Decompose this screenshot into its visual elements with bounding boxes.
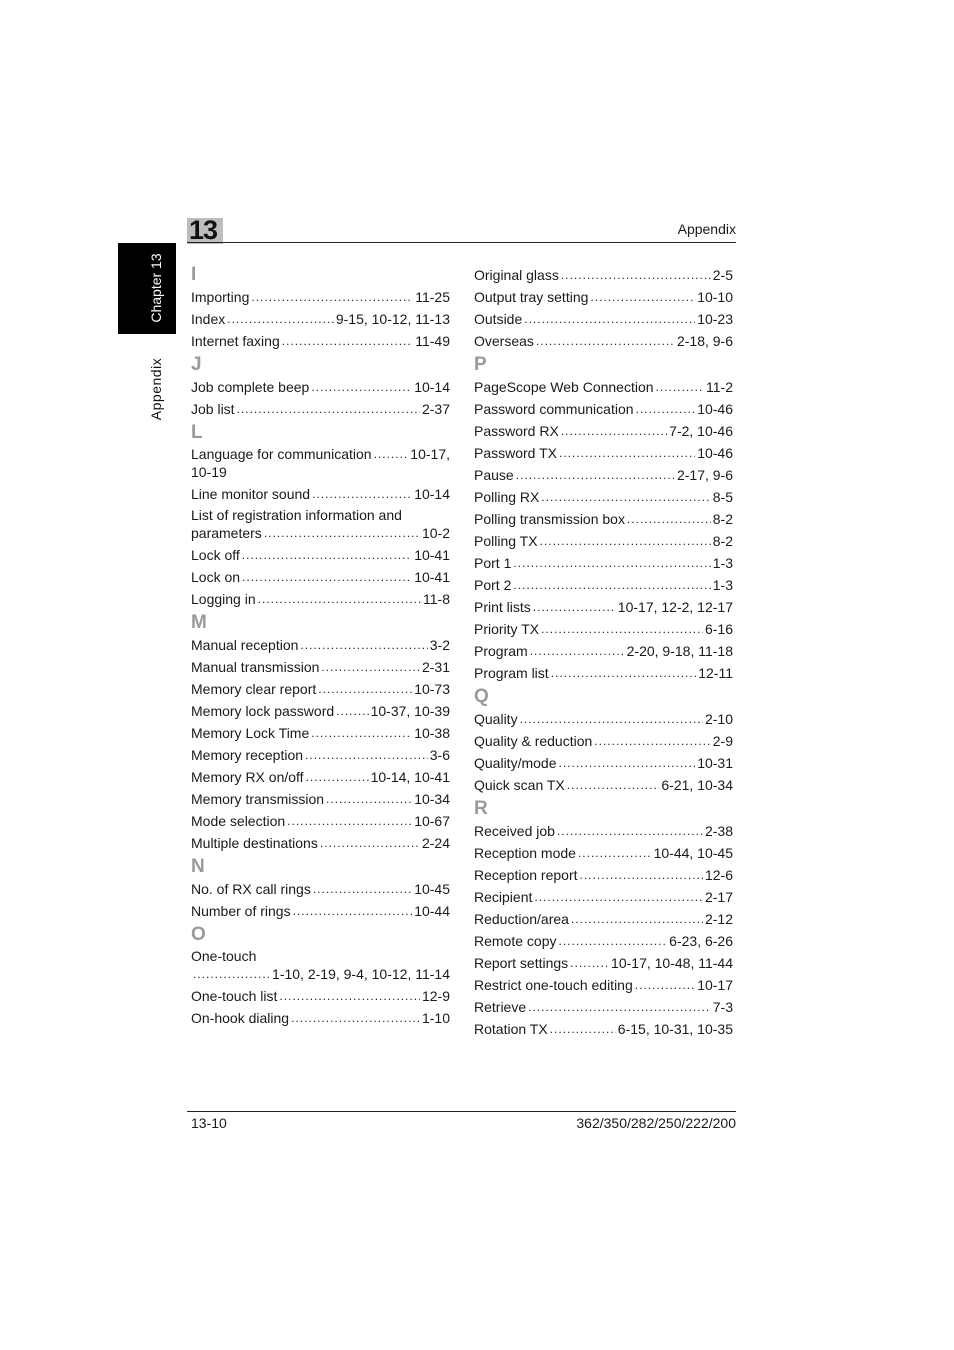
dot-leader: [300, 634, 427, 656]
entry-pages: 6-15, 10-31, 10-35: [617, 1021, 733, 1037]
index-entry: [191, 722, 450, 744]
entry-pages: 10-14, 10-41: [370, 769, 450, 785]
index-column-right: [474, 264, 733, 1040]
dot-leader: [530, 640, 625, 662]
entry-term: Memory lock password: [191, 703, 335, 719]
entry-pages: 7-3: [712, 999, 733, 1015]
index-entry: [191, 376, 450, 398]
entry-term: Password TX: [474, 445, 557, 461]
entry-pages: 12-9: [421, 988, 450, 1004]
entry-pages: 2-31: [421, 659, 450, 675]
entry-term: Polling RX: [474, 489, 540, 505]
index-entry: [474, 708, 733, 730]
index-entry: [474, 330, 733, 352]
index-entry: [474, 864, 733, 886]
entry-pages: 6-16: [704, 621, 733, 637]
index-entry: [474, 774, 733, 796]
entry-pages: 10-44: [414, 903, 450, 919]
index-entry: [474, 952, 733, 974]
dot-leader: [306, 766, 369, 788]
entry-term: Password RX: [474, 423, 559, 439]
dot-leader: [264, 525, 420, 543]
section-letter: I: [191, 264, 197, 285]
dot-leader: [590, 286, 695, 308]
dot-leader: [558, 930, 667, 952]
dot-leader: [656, 376, 704, 398]
index-entry: [474, 662, 733, 684]
entry-term: Quality & reduction: [474, 733, 593, 749]
entry-term: Multiple destinations: [191, 835, 318, 851]
index-entry: [191, 634, 450, 656]
entry-term: No. of RX call rings: [191, 881, 311, 897]
entry-term: Mode selection: [191, 813, 286, 829]
entry-pages: 6-23, 6-26: [669, 933, 733, 949]
entry-pages: 2-38: [704, 823, 733, 839]
entry-pages: 10-10: [697, 289, 733, 305]
section-letter: R: [474, 798, 488, 819]
entry-term: Manual reception: [191, 637, 299, 653]
index-entry: [191, 398, 450, 420]
dot-leader: [513, 552, 710, 574]
entry-term: Job list: [191, 401, 235, 417]
entry-term: One-touch: [191, 948, 257, 964]
index-entry: [191, 507, 450, 542]
chapter-number: 13: [189, 215, 218, 245]
index-entry: [474, 308, 733, 330]
dot-leader: [513, 574, 710, 596]
index-entry: [191, 588, 450, 610]
index-entry: [474, 530, 733, 552]
entry-pages: 9-15, 10-12, 11-13: [335, 311, 450, 327]
entry-pages: 10-23: [697, 311, 733, 327]
entry-term: Memory transmission: [191, 791, 325, 807]
entry-term: Polling transmission box: [474, 511, 625, 527]
entry-pages: 2-17, 9-6: [676, 467, 733, 483]
entry-term: Internet faxing: [191, 333, 280, 349]
entry-pages: 7-2, 10-46: [669, 423, 733, 439]
index-entry: [474, 908, 733, 930]
entry-pages: 10-44, 10-45: [653, 845, 733, 861]
entry-pages-continued: 10-19: [191, 463, 227, 480]
dot-leader: [311, 722, 412, 744]
dot-leader: [291, 1007, 420, 1029]
entry-term: Logging in: [191, 591, 256, 607]
entry-pages: 2-12: [704, 911, 733, 927]
index-entry: [474, 640, 733, 662]
dot-leader: [528, 996, 711, 1018]
entry-pages: 1-3: [712, 577, 733, 593]
entry-pages: 1-3: [712, 555, 733, 571]
entry-pages: 10-2: [421, 524, 450, 541]
entry-pages: 3-6: [429, 747, 450, 763]
model-numbers: 362/350/282/250/222/200: [576, 1115, 736, 1131]
entry-pages: 8-2: [712, 533, 733, 549]
entry-term: Report settings: [474, 955, 569, 971]
index-entry: [474, 886, 733, 908]
section-letter: J: [191, 354, 202, 375]
entry-pages: 6-21, 10-34: [661, 777, 733, 793]
entry-pages: 10-46: [697, 401, 733, 417]
index-entry: [191, 483, 450, 505]
index-column-left: [191, 264, 450, 1029]
entry-term: Reception mode: [474, 845, 576, 861]
index-entry: [191, 810, 450, 832]
dot-leader: [567, 774, 660, 796]
index-entry: [474, 842, 733, 864]
entry-pages: 2-18, 9-6: [676, 333, 733, 349]
entry-term: PageScope Web Connection: [474, 379, 654, 395]
dot-leader: [237, 398, 420, 420]
index-entry: [474, 376, 733, 398]
dot-leader: [279, 985, 420, 1007]
index-entry: [474, 552, 733, 574]
dot-leader: [374, 446, 409, 464]
page-number: 13-10: [191, 1115, 227, 1131]
index-entry: [474, 398, 733, 420]
entry-term: Remote copy: [474, 933, 557, 949]
index-entry: [191, 656, 450, 678]
dot-leader: [305, 744, 428, 766]
index-entry: [474, 618, 733, 640]
entry-pages: 2-10: [704, 711, 733, 727]
index-entry: [474, 820, 733, 842]
dot-leader: [578, 842, 652, 864]
section-letter: O: [191, 924, 206, 945]
dot-leader: [227, 308, 334, 330]
entry-term: Lock off: [191, 547, 240, 563]
entry-term: Recipient: [474, 889, 533, 905]
dot-leader: [318, 678, 412, 700]
index-entry: [191, 766, 450, 788]
entry-term: Overseas: [474, 333, 534, 349]
index-entry: [191, 544, 450, 566]
entry-pages: 1-10: [421, 1010, 450, 1026]
entry-term: One-touch list: [191, 988, 278, 1004]
entry-pages: 10-45: [414, 881, 450, 897]
dot-leader: [326, 788, 412, 810]
entry-pages: 11-8: [423, 591, 450, 607]
entry-term: Memory clear report: [191, 681, 317, 697]
entry-term: Program list: [474, 665, 549, 681]
entry-term: On-hook dialing: [191, 1010, 290, 1026]
dot-leader: [541, 486, 710, 508]
section-letter: M: [191, 612, 207, 633]
dot-leader: [320, 832, 420, 854]
dot-leader: [635, 974, 695, 996]
dot-leader: [580, 864, 703, 886]
footer-rule: [187, 1111, 736, 1112]
dot-leader: [251, 286, 413, 308]
index-entry: [191, 566, 450, 588]
entry-term: Polling TX: [474, 533, 538, 549]
dot-leader: [312, 483, 412, 505]
section-letter: P: [474, 354, 487, 375]
entry-pages: 2-5: [712, 267, 733, 283]
header-rule: [187, 242, 736, 243]
entry-term: Port 2: [474, 577, 512, 593]
dot-leader: [551, 662, 697, 684]
entry-pages: 12-11: [698, 665, 733, 681]
index-entry: [191, 948, 450, 983]
header-title: Appendix: [677, 221, 736, 237]
dot-leader: [594, 730, 710, 752]
entry-pages: 10-17, 12-2, 12-17: [617, 599, 733, 615]
dot-leader: [258, 588, 421, 610]
entry-pages: 10-46: [697, 445, 733, 461]
entry-term: Rotation TX: [474, 1021, 548, 1037]
entry-term: Memory Lock Time: [191, 725, 310, 741]
index-entry: [474, 930, 733, 952]
dot-leader: [287, 810, 412, 832]
dot-leader: [520, 708, 703, 730]
entry-term: Retrieve: [474, 999, 527, 1015]
entry-pages: 2-17: [704, 889, 733, 905]
index-entry: [474, 508, 733, 530]
dot-leader: [311, 376, 412, 398]
entry-term: Reception report: [474, 867, 578, 883]
dot-leader: [559, 442, 695, 464]
dot-leader: [570, 952, 609, 974]
index-entry: [191, 678, 450, 700]
entry-term: Quick scan TX: [474, 777, 565, 793]
index-entry: [191, 286, 450, 308]
dot-leader: [540, 530, 711, 552]
index-entry: [191, 832, 450, 854]
entry-term: Quality/mode: [474, 755, 557, 771]
dot-leader: [536, 330, 675, 352]
index-entry: [474, 264, 733, 286]
index-entry: [191, 878, 450, 900]
entry-term: Priority TX: [474, 621, 540, 637]
dot-leader: [293, 900, 413, 922]
index-entry: [474, 1018, 733, 1040]
dot-leader: [561, 264, 711, 286]
index-entry: [474, 486, 733, 508]
entry-term: Outside: [474, 311, 523, 327]
entry-term: Job complete beep: [191, 379, 310, 395]
index-entry: [191, 446, 450, 481]
entry-pages: 10-17: [697, 977, 733, 993]
entry-term: Memory reception: [191, 747, 304, 763]
index-entry: [474, 996, 733, 1018]
index-entry: [474, 286, 733, 308]
entry-pages: 2-20, 9-18, 11-18: [626, 643, 733, 659]
index-entry: [191, 788, 450, 810]
entry-pages: 11-49: [415, 333, 450, 349]
entry-pages: 10-31: [697, 755, 733, 771]
index-entry: [474, 464, 733, 486]
index-entry: [474, 596, 733, 618]
index-entry: [191, 744, 450, 766]
dot-leader: [557, 820, 703, 842]
entry-pages: 8-5: [712, 489, 733, 505]
dot-leader: [516, 464, 675, 486]
entry-pages: 10-17,: [410, 446, 450, 462]
entry-pages: 8-2: [712, 511, 733, 527]
entry-pages: 10-14: [414, 486, 450, 502]
dot-leader: [336, 700, 368, 722]
entry-pages: 2-24: [421, 835, 450, 851]
entry-term: Memory RX on/off: [191, 769, 304, 785]
dot-leader: [524, 308, 695, 330]
chapter-side-tab-label: Chapter 13: [148, 253, 164, 323]
entry-term: Index: [191, 311, 226, 327]
index-entry: [191, 330, 450, 352]
chapter-side-tab: [118, 243, 176, 334]
entry-pages: 10-38: [414, 725, 450, 741]
entry-term: Manual transmission: [191, 659, 320, 675]
dot-leader: [561, 420, 667, 442]
dot-leader: [627, 508, 711, 530]
section-side-label: Appendix: [148, 357, 164, 421]
entry-term: Password communication: [474, 401, 634, 417]
dot-leader: [534, 886, 703, 908]
index-entry: [474, 752, 733, 774]
entry-pages: 10-14: [414, 379, 450, 395]
dot-leader: [636, 398, 696, 420]
entry-pages: 1-10, 2-19, 9-4, 10-12, 11-14: [272, 965, 450, 982]
dot-leader: [533, 596, 616, 618]
entry-term: Quality: [474, 711, 518, 727]
entry-term: Output tray setting: [474, 289, 589, 305]
dot-leader: [321, 656, 420, 678]
index-entry: [191, 700, 450, 722]
entry-pages: 11-25: [415, 289, 450, 305]
entry-term: Lock on: [191, 569, 241, 585]
dot-leader: [558, 752, 695, 774]
entry-pages: 10-34: [414, 791, 450, 807]
entry-pages: 10-67: [414, 813, 450, 829]
entry-term: Line monitor sound: [191, 486, 311, 502]
entry-term: Original glass: [474, 267, 559, 283]
index-entry: [474, 420, 733, 442]
dot-leader: [282, 330, 413, 352]
entry-pages: 2-37: [421, 401, 450, 417]
entry-term: Received job: [474, 823, 555, 839]
index-entry: [191, 985, 450, 1007]
index-entry: [474, 442, 733, 464]
entry-pages: 10-41: [414, 569, 450, 585]
index-entry: [191, 1007, 450, 1029]
entry-term: Pause: [474, 467, 514, 483]
entry-pages: 10-37, 10-39: [370, 703, 450, 719]
section-letter: L: [191, 422, 203, 443]
entry-term: Number of rings: [191, 903, 291, 919]
index-entry: [191, 900, 450, 922]
dot-leader: [242, 566, 412, 588]
dot-leader: [242, 544, 412, 566]
entry-term: Restrict one-touch editing: [474, 977, 633, 993]
entry-pages: 10-41: [414, 547, 450, 563]
entry-pages: 12-6: [704, 867, 733, 883]
entry-pages: 10-17, 10-48, 11-44: [611, 955, 733, 971]
index-entry: [474, 974, 733, 996]
entry-term: Reduction/area: [474, 911, 569, 927]
entry-term: Program: [474, 643, 528, 659]
dot-leader: [541, 618, 703, 640]
entry-term: Importing: [191, 289, 250, 305]
dot-leader: [313, 878, 412, 900]
entry-pages: 3-2: [429, 637, 450, 653]
entry-pages: 11-2: [706, 379, 733, 395]
index-entry: [191, 308, 450, 330]
entry-term: Language for communication: [191, 446, 372, 462]
entry-pages: 2-9: [712, 733, 733, 749]
section-letter: Q: [474, 686, 489, 707]
dot-leader: [193, 966, 270, 984]
entry-term-continued: parameters: [191, 524, 262, 541]
index-entry: [474, 730, 733, 752]
entry-term: List of registration information and: [191, 507, 402, 523]
entry-term: Port 1: [474, 555, 512, 571]
dot-leader: [550, 1018, 616, 1040]
entry-term: Print lists: [474, 599, 531, 615]
entry-pages: 10-73: [414, 681, 450, 697]
dot-leader: [571, 908, 703, 930]
section-letter: N: [191, 856, 205, 877]
index-entry: [474, 574, 733, 596]
